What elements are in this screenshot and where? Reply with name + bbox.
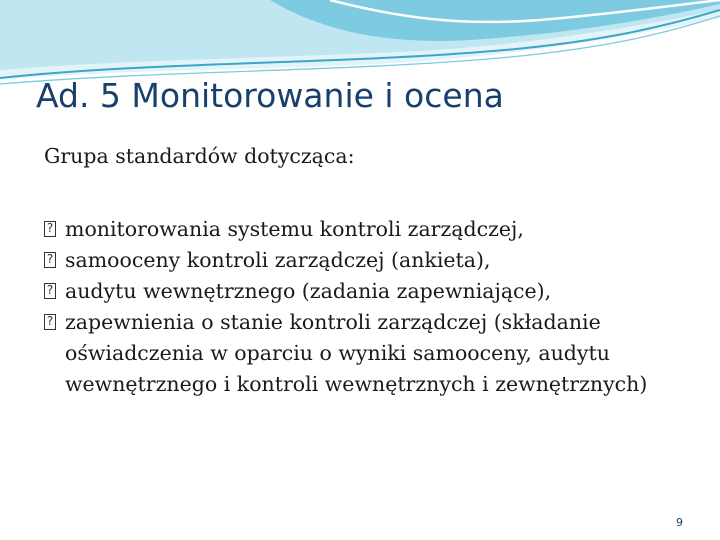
bullet-text: monitorowania systemu kontroli zarządczej, — [65, 217, 524, 241]
list-item — [44, 276, 694, 307]
bullet-icon: ? — [44, 283, 56, 299]
bullet-text: samooceny kontroli zarządczej (ankieta), — [65, 248, 491, 272]
bullet-list — [44, 214, 694, 400]
bullet-text: zapewnienia o stanie kontroli zarządczej (składanie oświadczenia w oparciu o wyniki samooceny, audytu wewnętrznego i kontroli wewnętrznych i zewnętrznych) — [65, 310, 648, 396]
bullet-icon: ? — [44, 221, 56, 237]
bullet-icon: ? — [44, 314, 56, 330]
bullet-icon: ? — [44, 252, 56, 268]
bullet-text: audytu wewnętrznego (zadania zapewniające), — [65, 279, 552, 303]
list-item — [44, 307, 694, 400]
intro-text: Grupa standardów dotycząca: — [44, 144, 355, 168]
slide-content — [44, 140, 694, 400]
list-item — [44, 214, 694, 245]
slide-title: Ad. 5 Monitorowanie i ocena — [36, 76, 504, 115]
page-number: 9 — [676, 516, 683, 529]
list-item — [44, 245, 694, 276]
